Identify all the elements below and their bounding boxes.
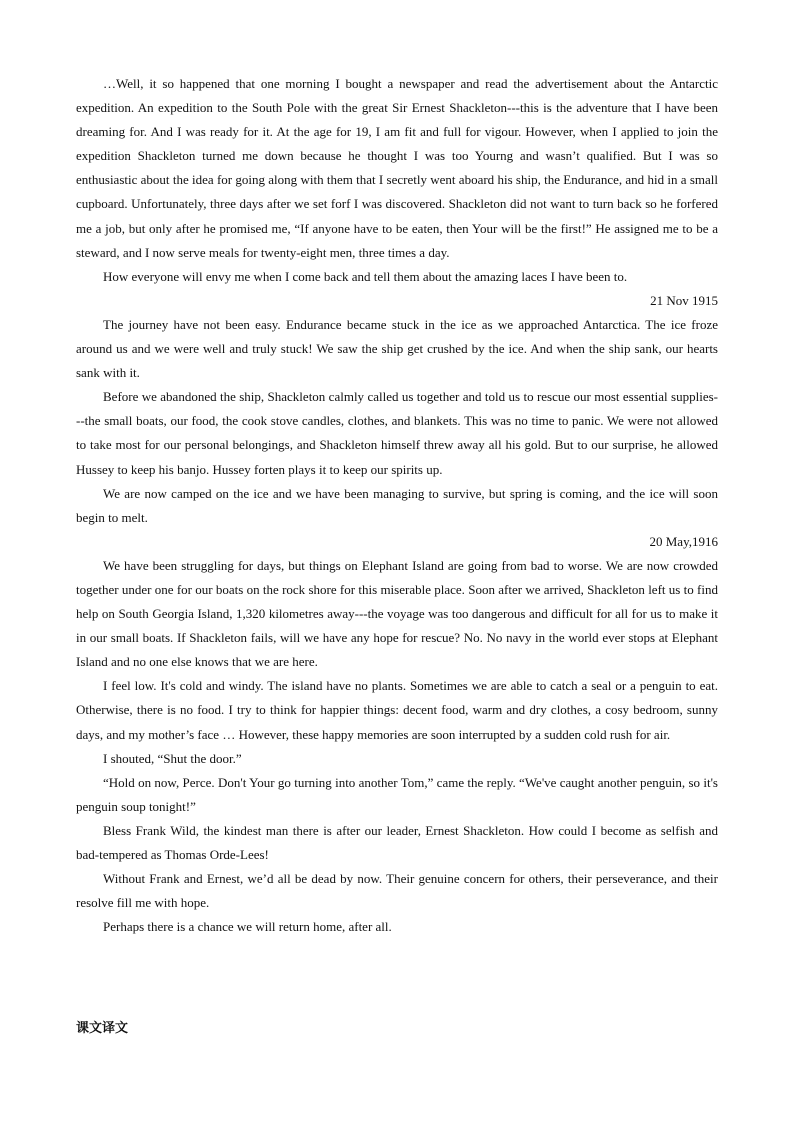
paragraph-5: We are now camped on the ice and we have been managing to survive, but spring is coming, and the ice will soon begin to melt.	[76, 485, 718, 525]
paragraph-12: Perhaps there is a chance we will return home, after all.	[103, 919, 392, 935]
diary-text	[76, 72, 718, 939]
diary-date-2: 20 May,1916	[649, 533, 718, 549]
paragraph-8: I shouted, “Shut the door.”	[103, 750, 242, 766]
diary-date-1: 21 Nov 1915	[650, 292, 718, 308]
paragraph-7: I feel low. It's cold and windy. The island have no plants. Sometimes we are able to catch a seal or a penguin to eat. Otherwise, there is no food. I try to think for happier things: decent food, warm and dry clothes, a cosy bedroom, sunny days, and my mother’s face … However, these happy memories are soon interrupted by a sudden cold rush for air.	[76, 678, 718, 742]
paragraph-9: “Hold on now, Perce. Don't Your go turning into another Tom,” came the reply. “We've caught another penguin, so it's penguin soup tonight!”	[76, 774, 718, 814]
section-heading: 课文译文	[76, 1021, 129, 1036]
paragraph-1: …Well, it so happened that one morning I bought a newspaper and read the advertisement about the Antarctic expedition. An expedition to the South Pole with the great Sir Ernest Shackleton---this is the adventure that I have been dreaming for. And I was ready for it. At the age for 19, I am fit and full for vigour. However, when I applied to join the expedition Shackleton turned me down because he thought I was too Yourng and wasn’t qualified. But I was so enthusiastic about the idea for going along with them that I secretly went aboard his ship, the Endurance, and hid in a small cupboard. Unfortunately, three days after we set forf I was discovered. Shackleton did not want to turn back so he forfered me a job, but only after he promised me, “If anyone have to be eaten, then Your will be the first!” He assigned me to be a steward, and I now serve meals for twenty-eight men, three times a day.	[76, 76, 718, 260]
paragraph-6: We have been struggling for days, but things on Elephant Island are going from bad to worse. We are now crowded together under one for our boats on the rock shore for this miserable place. Soon after we arrived, Shackleton left us to find help on South Georgia Island, 1,320 kilometres away---the voyage was too dangerous and difficult for all for us to make it in our small boats. If Shackleton fails, will we have any hope for rescue? No. No navy in the world ever stops at Elephant Island and no one else knows that we are here.	[76, 557, 718, 670]
paragraph-11: Without Frank and Ernest, we’d all be dead by now. Their genuine concern for others, their perseverance, and their resolve fill me with hope.	[76, 871, 718, 911]
paragraph-2: How everyone will envy me when I come back and tell them about the amazing laces I have been to.	[103, 268, 628, 284]
paragraph-4: Before we abandoned the ship, Shackleton calmly called us together and told us to rescue our most essential supplies---the small boats, our food, the cook stove candles, clothes, and blankets. This was no time to panic. We were not allowed to take most for our personal belongings, and Shackleton himself threw away all his gold. But to our surprise, he allowed Hussey to keep his banjo. Hussey forten plays it to keep our spirits up.	[76, 389, 718, 477]
paragraph-10: Bless Frank Wild, the kindest man there is after our leader, Ernest Shackleton. How could I become as selfish and bad-tempered as Thomas Orde-Lees!	[76, 822, 718, 862]
paragraph-3: The journey have not been easy. Endurance became stuck in the ice as we approached Antarctica. The ice froze around us and we were well and truly stuck! We saw the ship get crushed by the ice. And when the ship sank, our hearts sank with it.	[76, 316, 718, 381]
